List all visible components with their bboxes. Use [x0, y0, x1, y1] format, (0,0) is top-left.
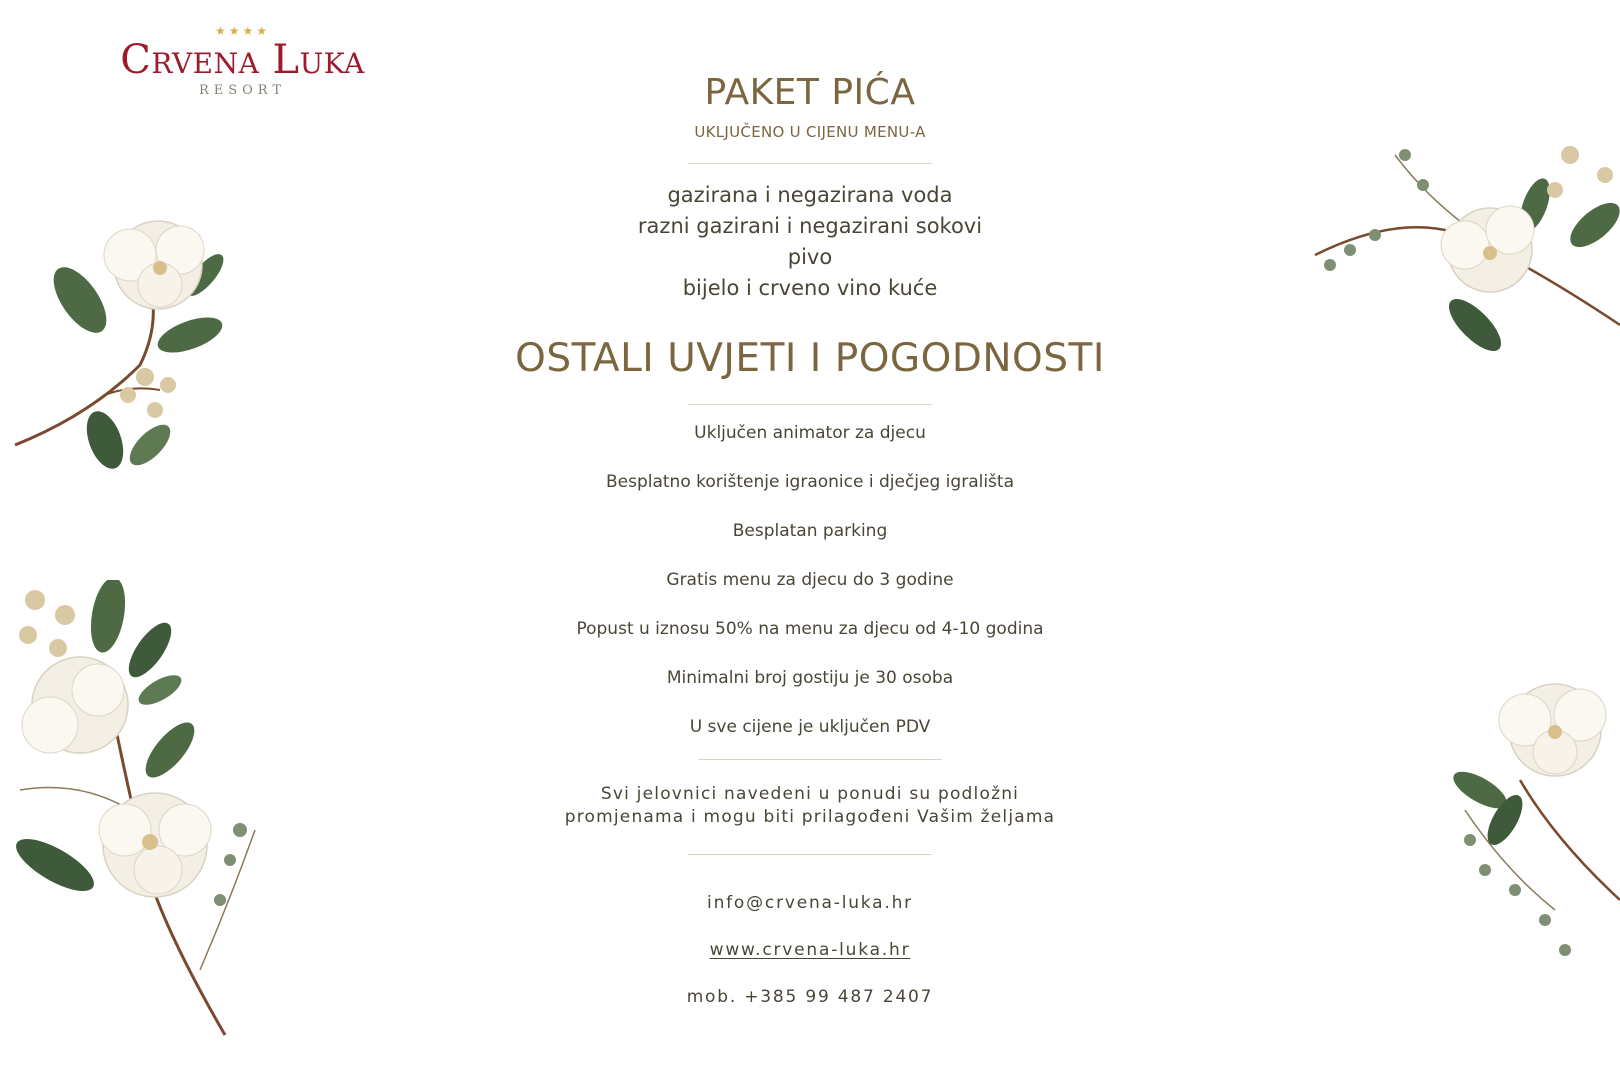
conditions-item: Besplatan parking — [732, 521, 888, 541]
conditions-list — [460, 409, 1160, 752]
magnolia-branch-top-left — [10, 215, 230, 475]
drinks-title: PAKET PIĆA — [704, 72, 916, 113]
website-link[interactable]: www.crvena-luka.hr — [709, 940, 911, 960]
drinks-item: pivo — [787, 245, 833, 269]
conditions-item: Besplatno korištenje igraonice i dječjeg igrališta — [605, 472, 1014, 492]
logo-subtitle: RESORT — [198, 83, 287, 98]
conditions-title: OSTALI UVJETI I POGODNOSTI — [515, 336, 1105, 381]
note-line: Svi jelovnici navedeni u ponudi su podložni — [600, 784, 1020, 804]
magnolia-branch-bottom-left — [0, 580, 270, 1040]
divider — [688, 163, 932, 164]
drinks-item: gazirana i negazirana voda — [667, 183, 953, 207]
drinks-item: razni gazirani i negazirani sokovi — [637, 214, 983, 238]
conditions-item: Minimalni broj gostiju je 30 osoba — [666, 668, 954, 688]
magnolia-branch-top-right — [1305, 135, 1620, 365]
divider — [688, 854, 932, 855]
resort-logo — [100, 24, 385, 98]
divider — [698, 759, 942, 760]
contact-email[interactable]: info@crvena-luka.hr — [707, 893, 913, 913]
logo-brand-name: Crvena Luka — [120, 37, 365, 83]
drinks-item: bijelo i crveno vino kuće — [682, 276, 938, 300]
drinks-list — [460, 180, 1160, 304]
conditions-item: Uključen animator za djecu — [694, 423, 926, 443]
conditions-item: U sve cijene je uključen PDV — [689, 717, 931, 737]
conditions-item: Popust u iznosu 50% na menu za djecu od 4-10 godina — [576, 619, 1044, 639]
conditions-item: Gratis menu za djecu do 3 godine — [666, 570, 954, 590]
note-line: promjenama i mogu biti prilagođeni Vašim željama — [564, 807, 1056, 827]
rating-stars: ★★★★ — [214, 24, 271, 38]
contact-phone[interactable]: mob. +385 99 487 2407 — [686, 987, 934, 1007]
disclaimer-note — [460, 783, 1160, 829]
divider — [688, 404, 932, 405]
drinks-subtitle: UKLJUČENO U CIJENU MENU-A — [694, 123, 926, 141]
magnolia-branch-bottom-right — [1445, 670, 1620, 990]
